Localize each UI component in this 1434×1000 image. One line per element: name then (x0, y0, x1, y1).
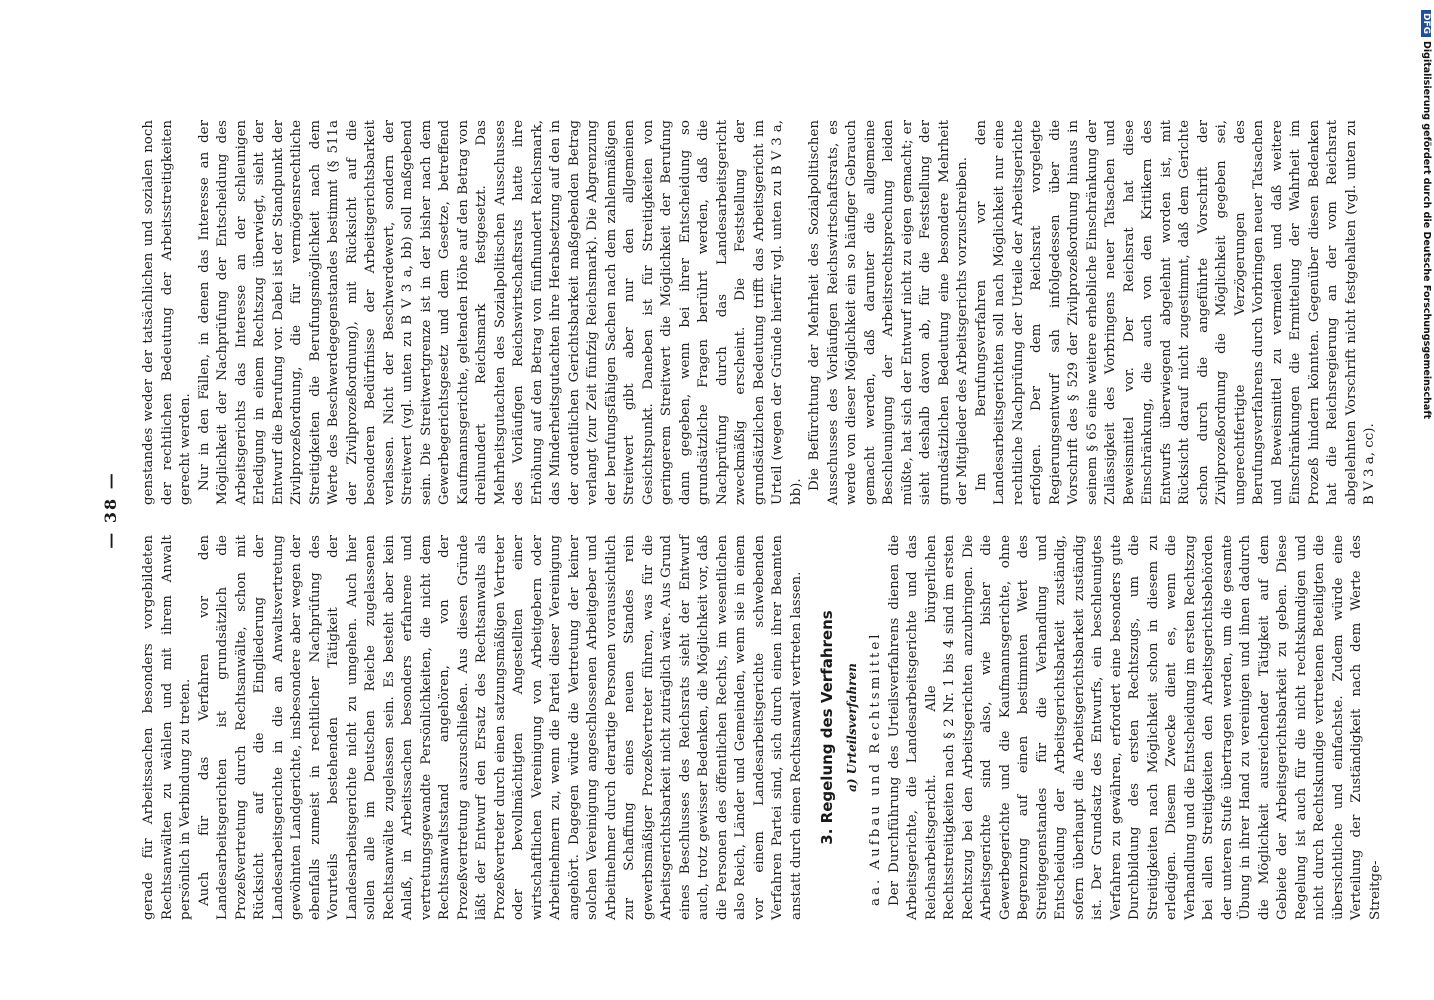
paragraph: genstandes weder der tatsächlichen und sozialen noch der rechtlichen Bedeutung der Arbeitsstreitigkeiten gerecht werden. (141, 120, 193, 505)
left-column (140, 535, 1385, 920)
section-heading: 3. Regelung des Verfahrens (818, 610, 836, 845)
paragraph: Der Durchführung des Urteilsverfahrens dienen die Arbeitsgerichte, die Landesarbeitsgerichte und das Reichsarbeitsgericht. Alle bürgerlichen Rechtsstreitigkeiten nach § 2 Nr. 1 bis 4 sind im ersten Rechtszug bei den Arbeitsgerichten anzubringen. Die Arbeitsgerichte sind also, wie bisher die Gewerbegerichte und die Kaufmannsgerichte, ohne Begrenzung auf einen bestimmten Wert des Streitgegenstandes für die Verhandlung und Entscheidung der Arbeitsgerichtsbarkeit zuständig, sofern überhaupt die Arbeitsgerichtsbarkeit zuständig ist. Der Grundsatz des Entwurfs, ein beschleunigtes Verfahren zu gewähren, erfordert eine besonders gute Durchbildung des ersten Rechtszugs, um die Streitigkeiten nach Möglichkeit schon in diesem zu erledigen. Diesem Zwecke dient es, wenn die Verhandlung und die Entscheidung im ersten Rechtszug bei allen Streitigkeiten den Arbeitsgerichtsbehörden der unteren Stufe übertragen werden, um die gesamte Übung in ihrer Hand zu vereinigen und ihnen dadurch die Möglichkeit ausreichender Tätigkeit auf dem Gebiete der Arbeitsgerichtsbarkeit zu geben. Diese Regelung ist auch für die nicht rechtskundigen und nicht durch Rechtskundige vertretenen Beteiligten die übersichtliche und einfachste. Zudem würde eine Verteilung der Zuständigkeit nach dem Werte des Streitge- (886, 535, 1383, 920)
paragraph: Im Berufungsverfahren vor den Landesarbeitsgerichten soll nach Möglichkeit nur eine rechtliche Nachprüfung der Urteile der Arbeitsgerichte erfolgen. Der dem Reichsrat vorgelegte Regierungsentwurf sah infolgedessen über die Vorschrift des § 529 der Zivilprozeßordnung hinaus in seinem § 65 eine weitere erhebliche Einschränkung der Zulässigkeit des Vorbringens neuer Tatsachen und Beweismittel vor. Der Reichsrat hat diese Einschränkung, die auch von den Kritikern des Entwurfs überwiegend abgelehnt worden ist, mit Rücksicht darauf nicht zugestimmt, daß dem Gerichte schon durch die angeführte Vorschrift der Zivilprozeßordnung die Möglichkeit gegeben sei, ungerechtfertigte Verzögerungen des Berufungsverfahrens durch Vorbringen neuer Tatsachen und Beweismittel zu vermeiden und daß weitere Einschränkungen die Ermittelung der Wahrheit im Prozeß hindern könnten. Gegenüber diesen Bedenken hat die Reichsregierung an der vom Reichsrat abgelehnten Vorschrift nicht festgehalten (vgl. unten zu B V 3 a, cc). (973, 120, 1377, 505)
paragraph: Die Befürchtung der Mehrheit des Sozialpolitischen Ausschusses des Vorläufigen Reichswirtschaftsrats, es werde von dieser Möglichkeit ein so häufiger Gebrauch gemacht werden, daß darunter die allgemeine Beschleunigung der Arbeitsrechtsprechung leiden müßte, hat sich der Entwurf nicht zu eigen gemacht; er sieht deshalb davon ab, für die Feststellung der grundsätzlichen Bedeutung eine besondere Mehrheit der Mitglieder des Arbeitsgerichts vorzuschreiben. (807, 120, 970, 505)
subsubsection-heading: aa. Aufbau und Rechtsmittel (868, 631, 883, 906)
credit-text: Digitalisierung gefördert durch die Deutsche Forschungsgemeinschaft (1421, 41, 1432, 419)
dfg-logo: DFG (1421, 10, 1431, 37)
digitization-credit (1421, 10, 1432, 419)
paragraph: Nur in den Fällen, in denen das Interesse an der Möglichkeit der Nachprüfung der Entscheidung des Arbeitsgerichts das Interesse an der schleunigen Erledigung in einem Rechtszug überwiegt, sieht der Entwurf die Berufung vor. Dabei ist der Standpunkt der Zivilprozeßordnung, die für vermögensrechtliche Streitigkeiten die Berufungsmöglichkeit nach dem Werte des Beschwerdegegenstandes bestimmt (§ 511a der Zivilprozeßordnung), mit Rücksicht auf die besonderen Bedürfnisse der Arbeitsgerichtsbarkeit verlassen. Nicht der Beschwerdewert, sondern der Streitwert (vgl. unten zu B V 3 a, bb) soll maßgebend sein. Die Streitwertgrenze ist in der bisher nach dem Gewerbegerichtsgesetz und dem Gesetze, betreffend Kaufmannsgerichte, geltenden Höhe auf den Betrag von dreihundert Reichsmark festgesetzt. Das Mehrheitsgutachten des Sozialpolitischen Ausschusses des Vorläufigen Reichswirtschaftsrats hatte ihre Erhöhung auf den Betrag von fünfhundert Reichsmark, das Minderheitsgutachten ihre Herabsetzung auf den in der ordentlichen Gerichtsbarkeit maßgebenden Betrag verlangt (zur Zeit fünfzig Reichsmark). Die Abgrenzung der berufungsfähigen Sachen nach dem zahlenmäßigen Streitwert gibt aber nur den allgemeinen Gesichtspunkt. Daneben ist für Streitigkeiten von geringerem Streitwert die Möglichkeit der Berufung dann gegeben, wenn bei ihrer Entscheidung so grundsätzliche Fragen berührt werden, daß die Nachprüfung durch das Landesarbeitsgericht zweckmäßig erscheint. Die Feststellung der grundsätzlichen Bedeutung trifft das Arbeitsgericht im Urteil (wegen der Gründe hierfür vgl. unten zu B V 3 a, bb). (196, 120, 804, 505)
paragraph: gerade für Arbeitssachen besonders vorgebildeten Rechtsanwälten zu wählen und mit ihrem Anwalt persönlich in Verbindung zu treten. (141, 535, 193, 920)
right-column (140, 120, 1380, 505)
scanned-page (95, 100, 1383, 920)
subsection-heading: a) Urteilsverfahren (844, 663, 859, 792)
page-number: — 38 — (101, 471, 120, 549)
paragraph: Auch für das Verfahren vor den Landesarbeitsgerichten ist grundsätzlich die Prozeßvertretung durch Rechtsanwälte, schon mit Rücksicht auf die Eingliederung der Landesarbeitsgerichte in die an Anwaltsvertretung gewöhnten Landgerichte, insbesondere aber wegen der ebenfalls zumeist in rechtlicher Nachprüfung des Vorurteils bestehenden Tätigkeit der Landesarbeitsgerichte nicht zu umgehen. Auch hier sollen alle im Deutschen Reiche zugelassenen Rechtsanwälte zugelassen sein. Es besteht aber kein Anlaß, in Arbeitssachen besonders erfahrene und vertretungsgewandte Persönlichkeiten, die nicht dem Rechtsanwaltsstand angehören, von der Prozeßvertretung auszuschließen. Aus diesen Gründe läßt der Entwurf den Ersatz des Rechtsanwalts als Prozeßvertreter durch einen satzungsmäßigen Vertreter oder bevollmächtigten Angestellten einer wirtschaftlichen Vereinigung von Arbeitgebern oder Arbeitnehmern zu, wenn die Partei dieser Vereinigung angehört. Dagegen würde die Vertretung der keiner solchen Vereinigung angeschlossenen Arbeitgeber und Arbeitnehmer durch derartige Personen voraussichtlich zur Schaffung eines neuen Standes rein gewerbsmäßiger Prozeßvertreter führen, was für die Arbeitsgerichtsbarkeit nicht zuträglich wäre. Aus Grund eines Beschlusses des Reichsrats sieht der Entwurf auch, trotz gewisser Bedenken, die Möglichkeit vor, daß die Personen des öffentlichen Rechts, im wesentlichen also Reich, Länder und Gemeinden, wenn sie in einem vor einem Landesarbeitsgerichte schwebenden Verfahren Partei sind, sich durch einen ihrer Beamten anstatt durch einen Rechtsanwalt vertreten lassen. (196, 535, 804, 920)
